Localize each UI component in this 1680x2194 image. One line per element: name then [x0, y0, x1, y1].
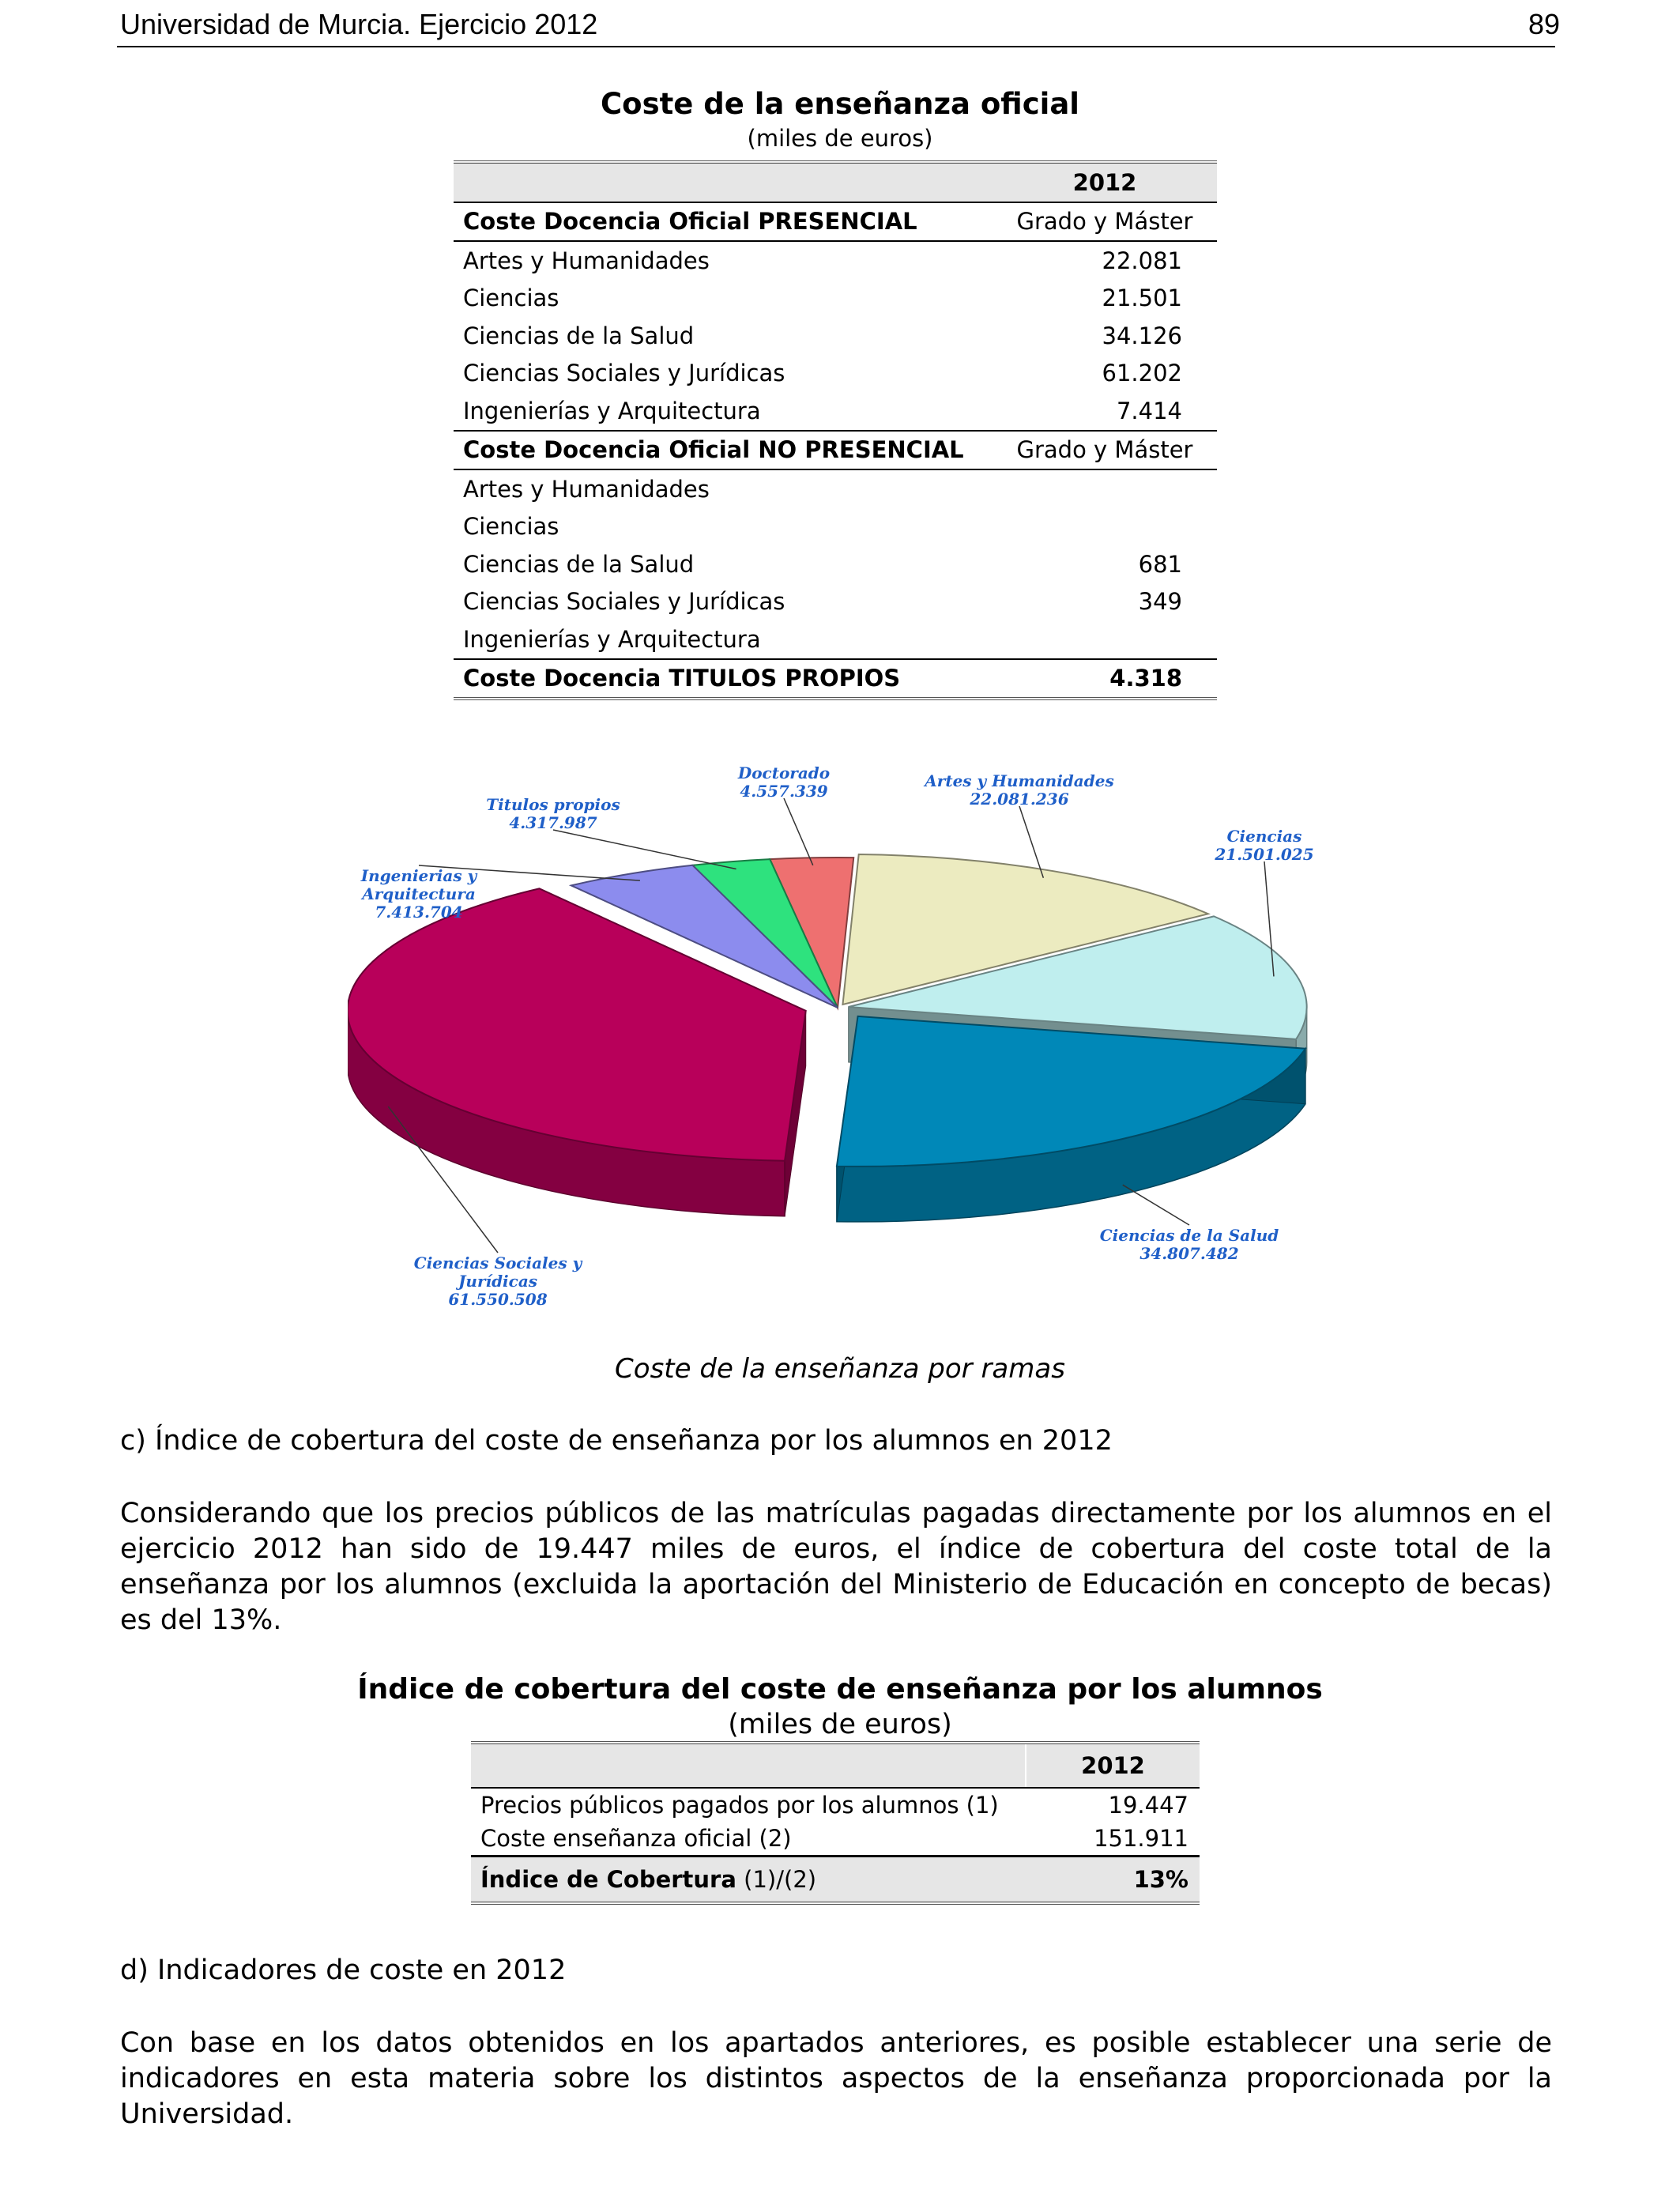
row-value: 19.447 — [1108, 1792, 1188, 1819]
row-value: 61.202 — [1102, 360, 1182, 387]
slice-label-artes-y-humanidades — [923, 771, 1113, 809]
table1-title: Coste de la enseñanza oficial — [601, 87, 1079, 121]
coverage-table — [471, 1741, 1200, 1905]
slice-name: Jurídicas — [458, 1272, 538, 1291]
table2-title: Índice de cobertura del coste de enseñanza por los alumnos — [357, 1673, 1323, 1706]
table1-subtitle: (miles de euros) — [747, 125, 933, 152]
slice-value: 22.081.236 — [970, 790, 1069, 809]
row-value — [993, 508, 1217, 546]
chart-caption: Coste de la enseñanza por ramas — [615, 1353, 1065, 1385]
table-row — [454, 392, 1217, 431]
table2-subtitle: (miles de euros) — [728, 1709, 952, 1740]
slice-name: Ciencias — [1226, 827, 1302, 846]
titulos-propios-value: 4.318 — [993, 659, 1217, 699]
table1-header-row — [454, 162, 1217, 202]
slice-label-ciencias — [1214, 827, 1313, 864]
no-presencial-col-label: Grado y Máster — [993, 431, 1217, 470]
cost-table — [454, 160, 1217, 700]
slice-name: Titulos propios — [486, 795, 620, 814]
no-presencial-label: Coste Docencia Oficial NO PRESENCIAL — [454, 431, 993, 470]
section-d-paragraph: Con base en los datos obtenidos en los apartados anteriores, es posible establecer una serie de indicadores en esta materia sobre los distintos aspectos de la enseñanza proporcionada por la Universidad. — [120, 2027, 1552, 2130]
row-label: Ciencias — [463, 285, 559, 312]
slice-label-ciencias-sociales-y-juridicas — [414, 1253, 583, 1309]
coverage-total-label-bold: Índice de Cobertura — [480, 1866, 736, 1893]
slice-label-ciencias-de-la-salud — [1100, 1226, 1279, 1263]
leader-line — [553, 830, 736, 869]
row-value: 151.911 — [1094, 1825, 1188, 1852]
slice-value: 21.501.025 — [1215, 845, 1314, 864]
slice-label-ingenierias-y-arquitectura — [360, 866, 478, 922]
row-label: Ingenierías y Arquitectura — [463, 625, 761, 653]
section-d-heading: d) Indicadores de coste en 2012 — [120, 1955, 567, 1986]
running-header-title: Universidad de Murcia. Ejercicio 2012 — [120, 8, 598, 40]
row-label: Coste enseñanza oficial (2) — [480, 1825, 792, 1852]
table1-header-blank — [454, 162, 993, 202]
presencial-col-label: Grado y Máster — [993, 202, 1217, 242]
slice-name: Ingenierias y — [360, 866, 477, 885]
table-row — [454, 583, 1217, 621]
table2-header-row — [471, 1743, 1200, 1788]
slice-name: Arquitectura — [362, 884, 476, 903]
row-label: Ciencias Sociales y Jurídicas — [463, 588, 785, 616]
row-value: 21.501 — [1102, 285, 1182, 312]
header-rule — [117, 46, 1555, 47]
coverage-total-row — [471, 1857, 1200, 1904]
presencial-section-row — [454, 202, 1217, 242]
coverage-total-value: 13% — [1026, 1857, 1200, 1904]
row-label: Ciencias — [463, 513, 559, 541]
table-row — [454, 355, 1217, 393]
row-label: Artes y Humanidades — [463, 475, 710, 503]
row-value — [993, 469, 1217, 508]
table1-year: 2012 — [993, 162, 1217, 202]
slice-label-titulos-propios — [486, 795, 620, 832]
slice-name: Artes y Humanidades — [925, 771, 1114, 790]
titulos-propios-label: Coste Docencia TITULOS PROPIOS — [454, 659, 993, 699]
row-value: 7.414 — [1116, 397, 1182, 424]
row-label: Precios públicos pagados por los alumnos (1) — [480, 1792, 999, 1819]
slice-value: 34.807.482 — [1139, 1244, 1239, 1263]
slice-label-doctorado — [737, 763, 830, 801]
slice-value: 7.413.704 — [375, 903, 463, 922]
table2-header-blank — [471, 1743, 1026, 1788]
table-row — [454, 241, 1217, 280]
table-row — [471, 1788, 1200, 1822]
row-value: 34.126 — [1102, 322, 1182, 349]
row-label: Artes y Humanidades — [463, 247, 710, 274]
table-row — [454, 469, 1217, 508]
table-row — [454, 317, 1217, 355]
presencial-label: Coste Docencia Oficial PRESENCIAL — [454, 202, 993, 242]
row-value: 22.081 — [1102, 247, 1182, 274]
pie-slices — [348, 854, 1307, 1222]
section-c-paragraph: Considerando que los precios públicos de las matrículas pagadas directamente por los alumnos en el ejercicio 2012 han sido de 19.447 miles de euros, el índice de cobertura del coste total de la enseñanza por los alumnos (excluida la aportación del Ministerio de Educación en concepto de becas) es del 13%. — [120, 1498, 1552, 1636]
coverage-total-label-rest: (1)/(2) — [736, 1866, 817, 1893]
table-row — [454, 508, 1217, 546]
no-presencial-section-row — [454, 431, 1217, 470]
row-value: 681 — [1138, 550, 1182, 578]
table2-year: 2012 — [1026, 1743, 1200, 1788]
row-label: Ciencias Sociales y Jurídicas — [463, 360, 785, 387]
row-label: Ciencias de la Salud — [463, 550, 695, 578]
leader-line — [784, 798, 813, 865]
slice-value: 61.550.508 — [448, 1290, 548, 1309]
section-c-heading: c) Índice de cobertura del coste de enseñanza por los alumnos en 2012 — [120, 1425, 1113, 1457]
row-value — [993, 620, 1217, 659]
slice-name: Ciencias de la Salud — [1099, 1226, 1279, 1245]
titulos-propios-row — [454, 659, 1217, 699]
page-number: 89 — [1527, 8, 1560, 40]
table-row — [454, 620, 1217, 659]
slice-name: Doctorado — [737, 763, 831, 782]
slice-name: Ciencias Sociales y — [413, 1253, 582, 1272]
pie-chart — [348, 755, 1343, 1324]
row-value: 349 — [1138, 588, 1182, 616]
table-row — [471, 1822, 1200, 1857]
row-label: Ciencias de la Salud — [463, 322, 695, 349]
row-label: Ingenierías y Arquitectura — [463, 397, 761, 424]
table-row — [454, 280, 1217, 318]
coverage-total-label — [471, 1857, 1026, 1904]
slice-value: 4.557.339 — [740, 782, 828, 801]
slice-value: 4.317.987 — [509, 813, 597, 832]
table-row — [454, 545, 1217, 583]
leader-line — [1123, 1185, 1189, 1225]
